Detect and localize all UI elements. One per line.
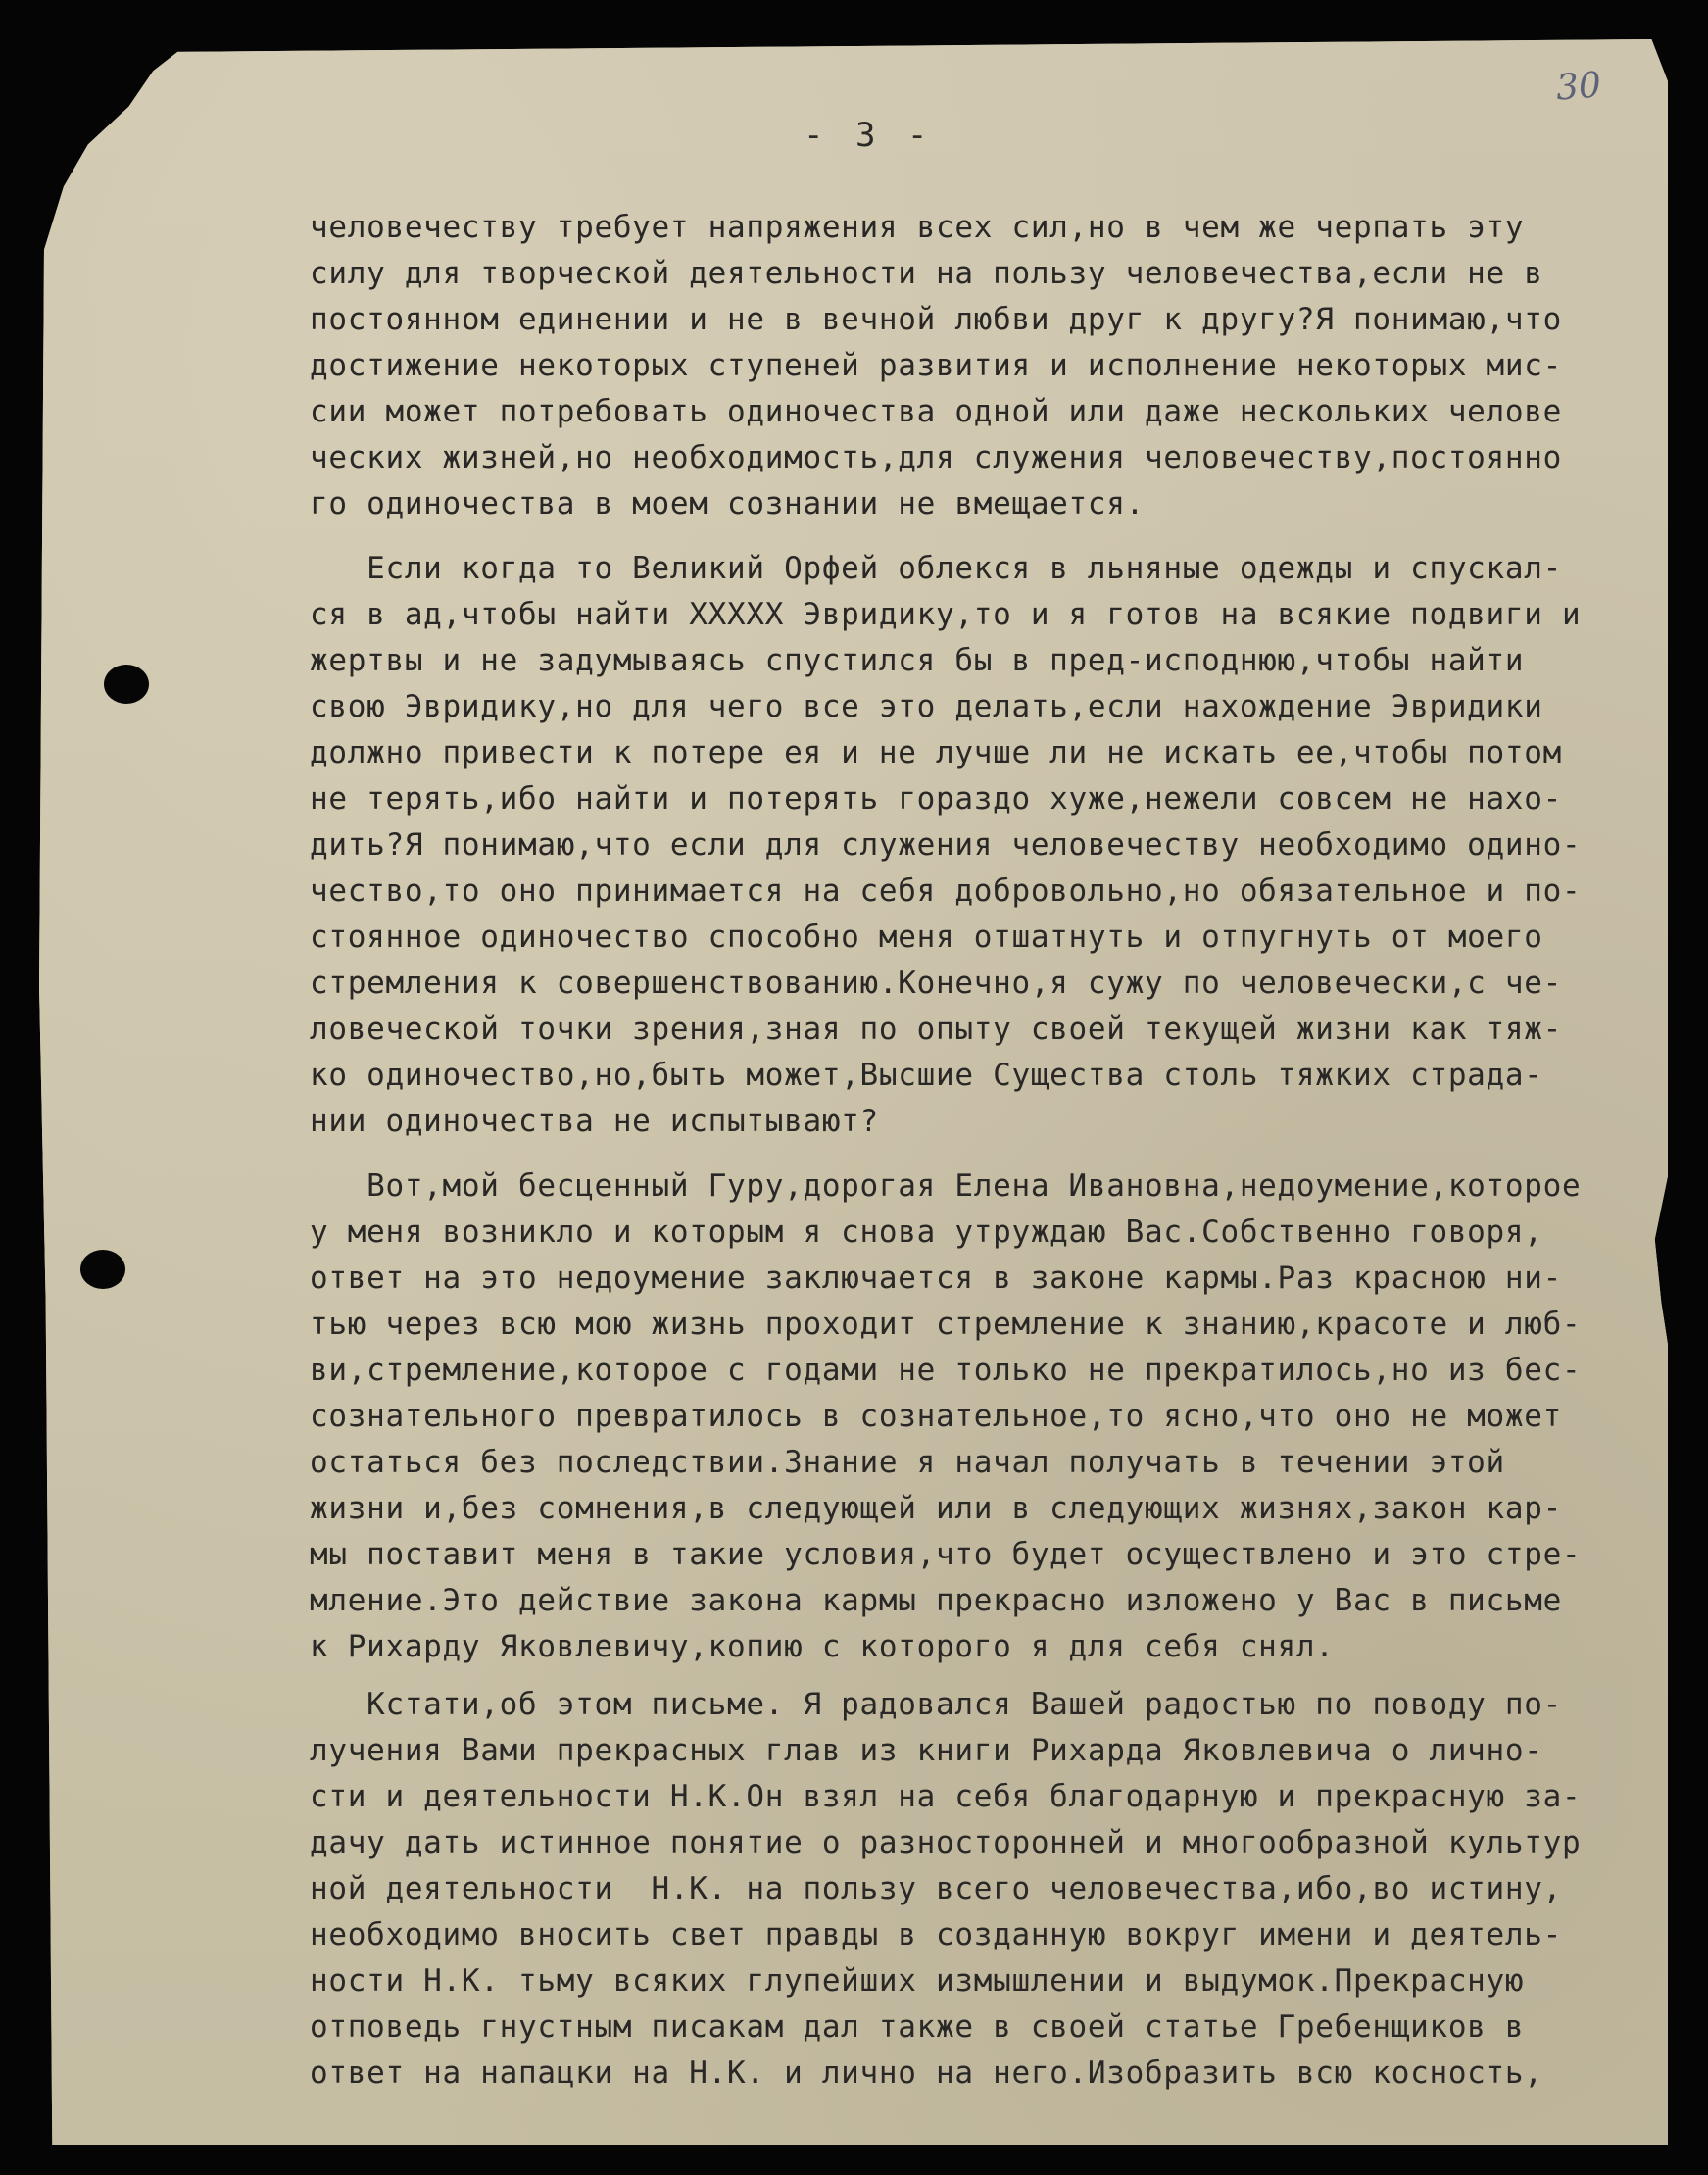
text-line: лучения Вами прекрасных глав из книги Рихарда Яковлевича о лично- [310,1733,1543,1768]
text-line: ко одиночество,но,быть может,Высшие Существа столь тяжких страда- [310,1058,1543,1093]
text-line: чество,то оно принимается на себя добровольно,но обязательное и по- [310,873,1582,909]
text-line: ческих жизней,но необходимость,для служения человечеству,постоянно [310,440,1562,475]
text-line: Вот,мой бесценный Гуру,дорогая Елена Ивановна,недоумение,которое [310,1168,1582,1204]
text-line: дачу дать истинное понятие о разносторонней и многообразной культур [310,1825,1582,1860]
text-line: ловеческой точки зрения,зная по опыту своей текущей жизни как тяж- [310,1012,1562,1047]
text-line: у меня возникло и которым я снова утруждаю Вас.Собственно говоря, [310,1214,1543,1250]
text-line: Если когда то Великий Орфей облекся в льняные одежды и спускал- [310,551,1562,586]
page-number: - 3 - [804,116,934,155]
text-line: силу для творческой деятельности на пользу человечества,если не в [310,256,1543,291]
text-line: постоянном единении и не в вечной любви друг к другу?Я понимаю,что [310,302,1562,337]
text-line: дить?Я понимаю,что если для служения человечеству необходимо одино- [310,827,1582,863]
text-line: сознательного превратилось в сознательное,то ясно,что оно не может [310,1399,1562,1434]
text-line: свою Эвридику,но для чего все это делать,если нахождение Эвридики [310,689,1543,724]
text-line: тью через всю мою жизнь проходит стремление к знанию,красоте и люб- [310,1307,1582,1342]
text-line: ответ на напацки на Н.К. и лично на него.Изобразить всю косность, [310,2055,1543,2091]
text-line: го одиночества в моем сознании не вмещается. [310,486,1145,521]
text-line: ности Н.К. тьму всяких глупейших измышлении и выдумок.Прекрасную [310,1963,1525,1999]
text-line: жертвы и не задумываясь спустился бы в пред-исподнюю,чтобы найти [310,643,1525,678]
text-line: нии одиночества не испытывают? [310,1104,879,1139]
text-line: Кстати,об этом письме. Я радовался Вашей радостью по поводу по- [310,1687,1562,1722]
text-line: к Рихарду Яковлевичу,копию с которого я для себя снял. [310,1629,1335,1664]
punch-hole [80,1250,125,1289]
text-line: остаться без последствии.Знание я начал получать в течении этой [310,1445,1505,1480]
text-line: должно привести к потере ея и не лучше ли не искать ее,чтобы потом [310,735,1562,770]
text-line: мление.Это действие закона кармы прекрасно изложено у Вас в письме [310,1583,1562,1618]
text-line: человечеству требует напряжения всех сил,но в чем же черпать эту [310,210,1525,245]
punch-hole [104,665,149,704]
text-line: стремления к совершенствованию.Конечно,я сужу по человечески,с че- [310,965,1562,1001]
text-line: ви,стремление,которое с годами не только не прекратилось,но из бес- [310,1353,1582,1388]
text-line: отповедь гнустным писакам дал также в своей статье Гребенщиков в [310,2009,1525,2045]
text-line: ответ на это недоумение заключается в законе кармы.Раз красною ни- [310,1261,1562,1296]
text-line: ся в ад,чтобы найти ХХХХХ Эвридику,то и я готов на всякие подвиги и [310,597,1582,632]
text-line: необходимо вносить свет правды в созданную вокруг имени и деятель- [310,1917,1562,1953]
text-line: не терять,ибо найти и потерять гораздо хуже,нежели совсем не нахо- [310,781,1562,816]
text-line: сти и деятельности Н.К.Он взял на себя благодарную и прекрасную за- [310,1779,1582,1814]
archive-folio-number: 30 [1554,65,1603,109]
text-line: стоянное одиночество способно меня отшатнуть и отпугнуть от моего [310,919,1543,955]
text-line: ной деятельности Н.К. на пользу всего человечества,ибо,во истину, [310,1871,1562,1906]
text-line: жизни и,без сомнения,в следующей или в следующих жизнях,закон кар- [310,1491,1562,1526]
text-line: сии может потребовать одиночества одной или даже нескольких челове [310,394,1562,429]
text-line: достижение некоторых ступеней развития и исполнение некоторых мис- [310,348,1562,383]
text-line: мы поставит меня в такие условия,что будет осуществлено и это стре- [310,1537,1582,1572]
